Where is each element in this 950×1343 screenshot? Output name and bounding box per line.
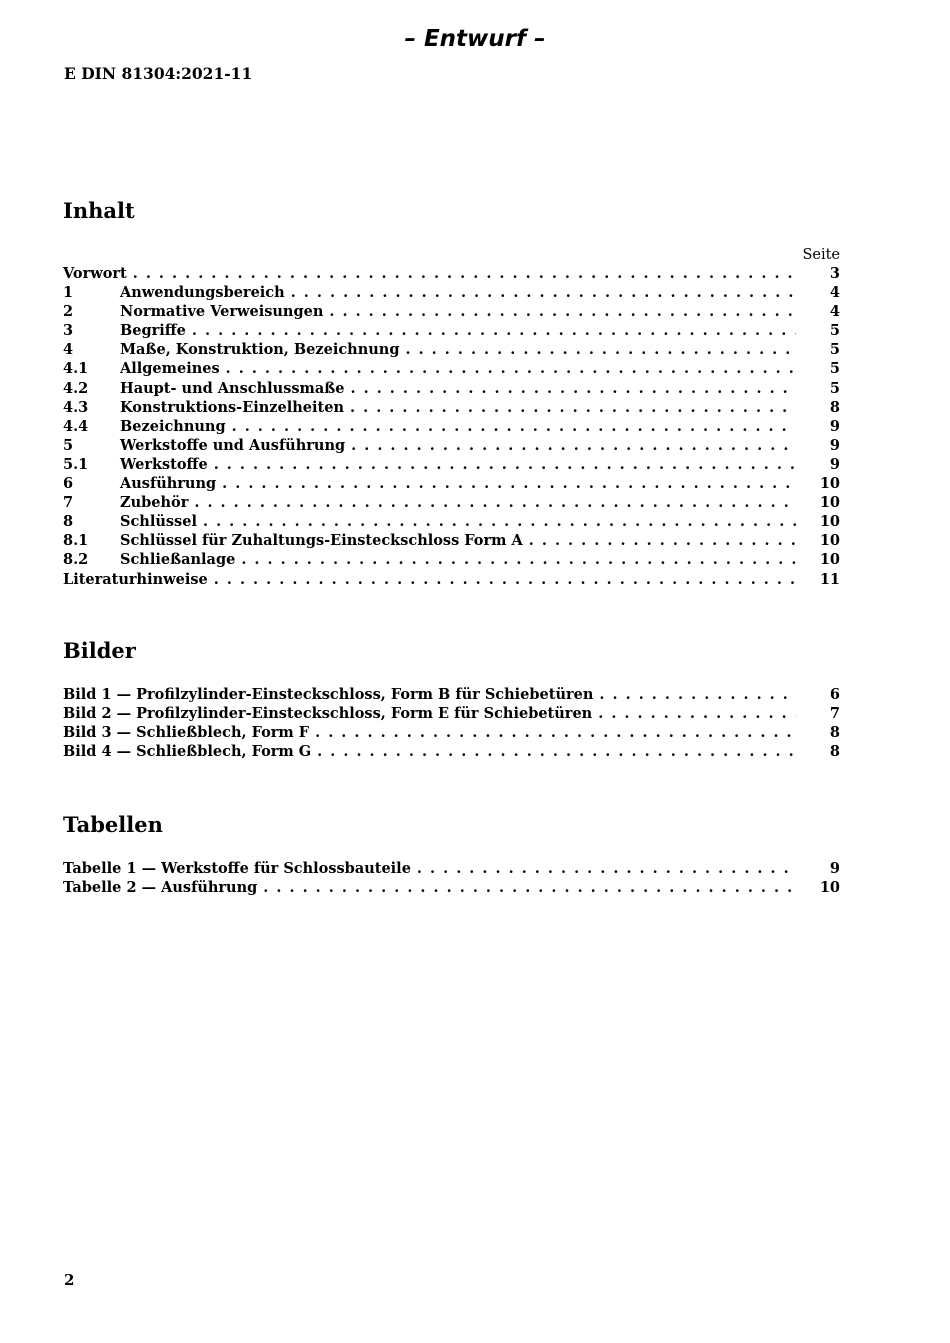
- toc-entry-page: 5: [829, 341, 840, 359]
- toc-entry-title: Bild 3 — Schließblech, Form F: [63, 724, 310, 742]
- tables-heading: Tabellen: [63, 812, 163, 837]
- toc-entry[interactable]: [63, 399, 840, 418]
- toc-entry-page: 4: [829, 284, 840, 302]
- toc-entry-page: 8: [829, 743, 840, 761]
- toc-entry[interactable]: [63, 724, 840, 743]
- toc-entry-number: 5.1: [63, 455, 89, 473]
- toc-dot-leader: [598, 705, 796, 722]
- toc-entry-title: Maße, Konstruktion, Bezeichnung: [120, 341, 400, 359]
- toc-entry-number: 3: [63, 322, 74, 340]
- toc-entry[interactable]: [63, 322, 840, 341]
- toc-entry-number: 8.2: [63, 551, 89, 569]
- page-number: 2: [64, 1271, 75, 1289]
- toc-entry-page: 9: [829, 417, 840, 435]
- toc-entry-title: Schlüssel: [120, 513, 197, 531]
- toc-dot-leader: [351, 437, 796, 454]
- toc-entry[interactable]: [63, 475, 840, 494]
- toc-entry[interactable]: [63, 380, 840, 399]
- toc-entry[interactable]: [63, 265, 840, 284]
- toc-entry-number: 5: [63, 436, 74, 454]
- toc-entry-title: Zubehör: [120, 494, 189, 512]
- toc-entry-page: 9: [829, 455, 840, 473]
- toc-dot-leader: [405, 341, 796, 358]
- toc-entry-number: 6: [63, 475, 74, 493]
- toc-entry[interactable]: [63, 437, 840, 456]
- toc-entry-page: 5: [829, 379, 840, 397]
- toc-entry-title: Allgemeines: [120, 360, 220, 378]
- toc-entry-page: 3: [829, 265, 840, 282]
- toc-dot-leader: [351, 380, 797, 397]
- toc-dot-leader: [529, 532, 796, 549]
- toc-entry-page: 10: [819, 513, 840, 531]
- toc-entry-number: 8.1: [63, 532, 89, 550]
- toc-entry-title: Schlüssel für Zuhaltungs-Einsteckschloss Form A: [120, 532, 523, 550]
- toc-entry-title: Literaturhinweise: [63, 570, 208, 588]
- toc-entry-title: Schließanlage: [120, 551, 236, 569]
- page-column-label: Seite: [802, 247, 840, 263]
- toc-entry-title: Werkstoffe und Ausführung: [120, 436, 346, 454]
- toc-entry[interactable]: [63, 513, 840, 532]
- toc-entry[interactable]: [63, 705, 840, 724]
- figures-heading: Bilder: [63, 638, 136, 663]
- toc-dot-leader: [192, 322, 796, 339]
- figures-list: [63, 686, 840, 762]
- draft-title: – Entwurf –: [404, 26, 546, 52]
- toc-entry-page: 10: [819, 494, 840, 512]
- toc-dot-leader: [194, 494, 796, 511]
- contents-heading: Inhalt: [63, 198, 135, 223]
- toc-entry[interactable]: [63, 494, 840, 513]
- toc-entry-number: 4.3: [63, 398, 89, 416]
- toc-entry-page: 10: [819, 879, 840, 897]
- toc-entry-page: 5: [829, 360, 840, 378]
- toc-dot-leader: [329, 303, 796, 320]
- toc-entry[interactable]: [63, 571, 840, 590]
- toc-entry-title: Haupt- und Anschlussmaße: [120, 379, 345, 397]
- tables-list: [63, 860, 840, 898]
- toc-entry[interactable]: [63, 532, 840, 551]
- toc-entry-title: Vorwort: [63, 265, 127, 282]
- toc-entry-page: 9: [829, 860, 840, 877]
- toc-entry-page: 8: [829, 724, 840, 742]
- toc-entry-page: 10: [819, 532, 840, 550]
- toc-entry-title: Anwendungsbereich: [120, 284, 285, 302]
- toc-entry-number: 4.4: [63, 417, 89, 435]
- toc-entry-page: 9: [829, 436, 840, 454]
- toc-entry-title: Bild 4 — Schließblech, Form G: [63, 743, 312, 761]
- toc-entry[interactable]: [63, 303, 840, 322]
- toc-entry-number: 8: [63, 513, 74, 531]
- toc-entry[interactable]: [63, 686, 840, 705]
- toc-entry-page: 6: [829, 686, 840, 703]
- document-id: E DIN 81304:2021-11: [64, 64, 253, 83]
- toc-entry[interactable]: [63, 879, 840, 898]
- toc-entry-title: Bezeichnung: [120, 417, 226, 435]
- toc-dot-leader: [214, 456, 796, 473]
- toc-entry-page: 10: [819, 475, 840, 493]
- toc-entry-page: 8: [829, 398, 840, 416]
- toc-entry[interactable]: [63, 341, 840, 360]
- toc-entry-title: Bild 1 — Profilzylinder-Einsteckschloss, Form B für Schiebetüren: [63, 686, 594, 703]
- toc-entry-number: 4: [63, 341, 74, 359]
- toc-dot-leader: [291, 284, 796, 301]
- toc-dot-leader: [599, 686, 796, 703]
- toc-entry-title: Begriffe: [120, 322, 186, 340]
- toc-dot-leader: [241, 551, 796, 568]
- toc-entry-page: 11: [819, 570, 840, 588]
- toc-entry-number: 2: [63, 303, 74, 321]
- toc-entry[interactable]: [63, 743, 840, 762]
- toc-entry-page: 4: [829, 303, 840, 321]
- toc-entry-number: 4.2: [63, 379, 89, 397]
- contents-list: [63, 265, 840, 590]
- toc-entry-number: 4.1: [63, 360, 89, 378]
- toc-dot-leader: [214, 571, 796, 588]
- toc-entry[interactable]: [63, 360, 840, 379]
- toc-dot-leader: [232, 418, 796, 435]
- toc-entry-page: 7: [829, 705, 840, 723]
- toc-entry-title: Bild 2 — Profilzylinder-Einsteckschloss, Form E für Schiebetüren: [63, 705, 593, 723]
- toc-entry-page: 10: [819, 551, 840, 569]
- toc-dot-leader: [133, 265, 796, 282]
- toc-dot-leader: [317, 743, 796, 760]
- toc-entry-title: Tabelle 1 — Werkstoffe für Schlossbauteile: [63, 860, 411, 877]
- toc-entry-page: 5: [829, 322, 840, 340]
- toc-entry-title: Normative Verweisungen: [120, 303, 324, 321]
- toc-entry-number: 7: [63, 494, 74, 512]
- toc-entry[interactable]: [63, 456, 840, 475]
- toc-entry-title: Ausführung: [120, 475, 217, 493]
- toc-entry[interactable]: [63, 551, 840, 570]
- toc-entry[interactable]: [63, 860, 840, 879]
- toc-dot-leader: [315, 724, 796, 741]
- toc-dot-leader: [417, 860, 796, 877]
- toc-dot-leader: [350, 399, 796, 416]
- toc-dot-leader: [203, 513, 796, 530]
- toc-dot-leader: [263, 879, 796, 896]
- toc-dot-leader: [222, 475, 796, 492]
- toc-entry-title: Tabelle 2 — Ausführung: [63, 879, 258, 897]
- toc-entry-title: Konstruktions-Einzelheiten: [120, 398, 344, 416]
- toc-entry-title: Werkstoffe: [120, 455, 208, 473]
- toc-entry[interactable]: [63, 284, 840, 303]
- toc-entry[interactable]: [63, 418, 840, 437]
- toc-dot-leader: [226, 360, 796, 377]
- toc-entry-number: 1: [63, 284, 74, 302]
